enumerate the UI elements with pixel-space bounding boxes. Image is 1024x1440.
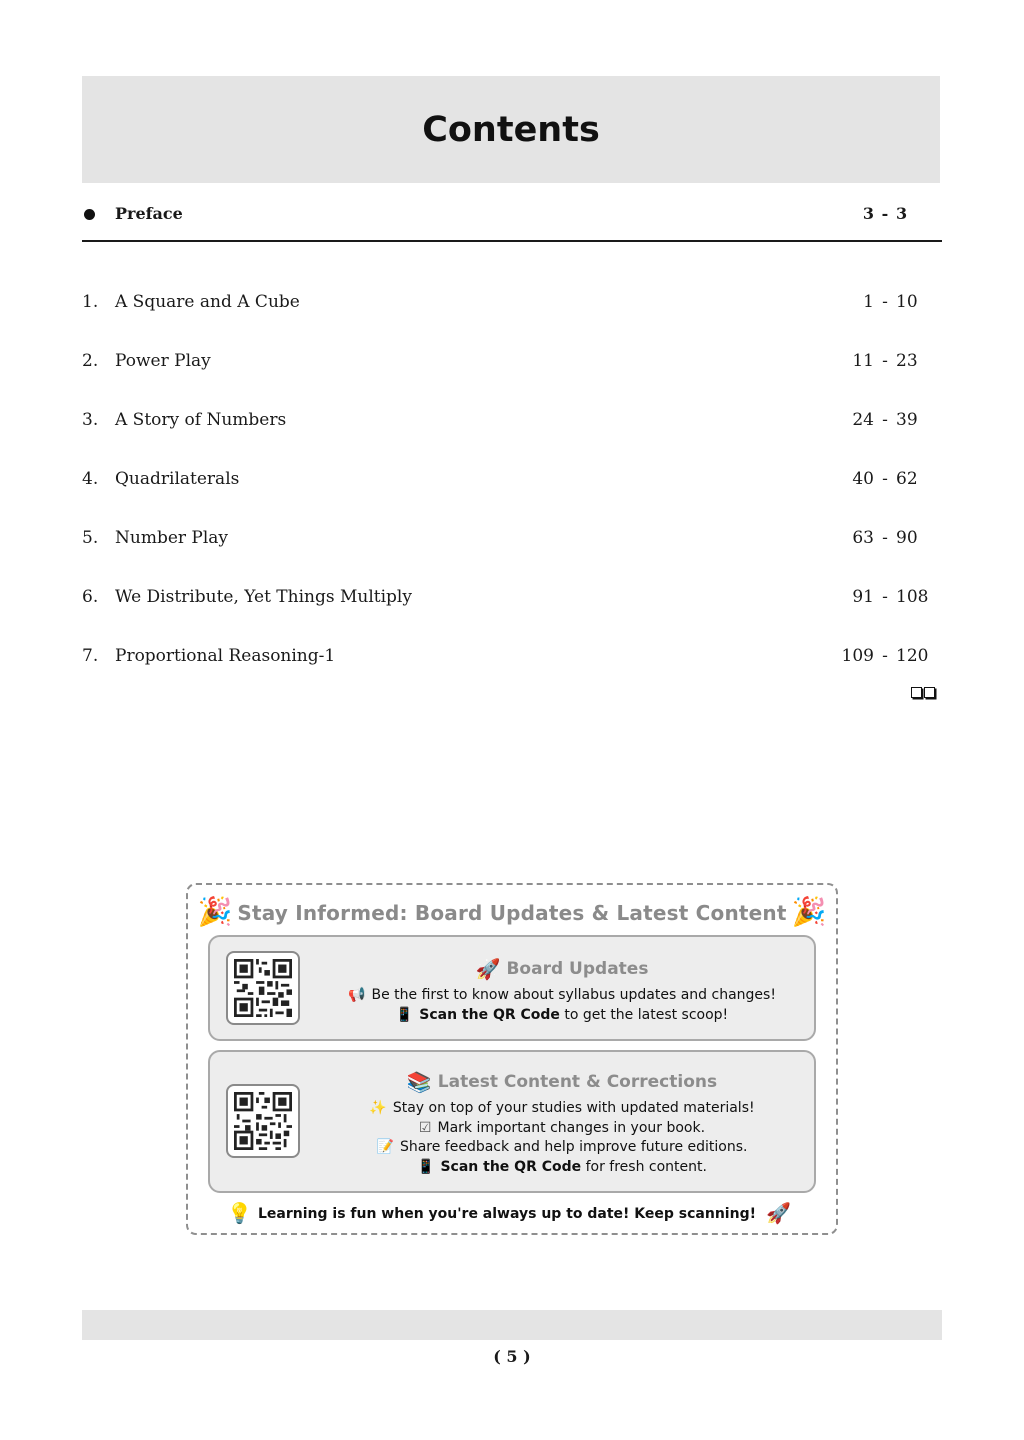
info-box — [186, 883, 838, 1235]
latest-line-1 — [310, 1100, 814, 1116]
toc-row — [82, 587, 942, 617]
page-dash: - — [882, 469, 888, 489]
chapter-number: 2. — [82, 351, 99, 371]
board-line-1 — [310, 987, 814, 1003]
board-line-2 — [310, 1007, 814, 1023]
latest-content-panel — [208, 1050, 816, 1193]
rocket-icon: 🚀 — [475, 957, 501, 981]
megaphone-icon: 📢 — [348, 987, 366, 1003]
rocket-icon: 🚀 — [765, 1201, 791, 1225]
chapter-title: Quadrilaterals — [115, 469, 240, 489]
toc-row — [82, 528, 942, 558]
chapter-pages — [834, 469, 928, 489]
title-band — [82, 76, 940, 183]
footer-band — [82, 1310, 942, 1340]
chapter-number: 7. — [82, 646, 99, 666]
latest-line-3-text: Share feedback and help improve future editions. — [399, 1139, 748, 1155]
page-start: 91 — [852, 587, 874, 607]
page-start: 40 — [852, 469, 874, 489]
latest-line-3 — [310, 1139, 814, 1155]
preface-row — [82, 200, 942, 242]
page-end: 90 — [896, 528, 918, 548]
chapter-number: 1. — [82, 292, 99, 312]
board-updates-title-text: Board Updates — [506, 959, 649, 979]
latest-content-title-text: Latest Content & Corrections — [437, 1072, 718, 1092]
page-end: 3 — [896, 204, 908, 223]
square-icon — [924, 687, 935, 698]
memo-icon: 📝 — [376, 1139, 394, 1155]
info-heading: Stay Informed: Board Updates & Latest Content — [237, 901, 787, 925]
page-start: 24 — [852, 410, 874, 430]
chapter-title: A Square and A Cube — [115, 292, 300, 312]
party-popper-icon: 🎉 — [197, 895, 233, 928]
qr-code[interactable] — [226, 951, 300, 1025]
page-end: 120 — [896, 646, 929, 666]
page-start: 63 — [852, 528, 874, 548]
chapter-pages — [834, 410, 928, 430]
latest-content-title — [310, 1070, 814, 1094]
page-end: 62 — [896, 469, 918, 489]
chapter-title: We Distribute, Yet Things Multiply — [115, 587, 412, 607]
page-start: 3 — [862, 204, 874, 223]
latest-line-1-text: Stay on top of your studies with updated materials! — [392, 1100, 755, 1116]
board-line-1-text: Be the first to know about syllabus updates and changes! — [371, 987, 776, 1003]
page-end: 10 — [896, 292, 918, 312]
chapter-number: 3. — [82, 410, 99, 430]
chapter-pages — [834, 528, 928, 548]
chapter-pages — [834, 351, 928, 371]
latest-line-4 — [310, 1159, 814, 1175]
scan-qr-emphasis: Scan the QR Code — [419, 1007, 560, 1023]
page-dash: - — [882, 410, 888, 430]
page-dash: - — [882, 587, 888, 607]
chapter-title: Proportional Reasoning-1 — [115, 646, 336, 666]
phone-icon: 📱 — [417, 1159, 435, 1175]
latest-line-4-text: for fresh content. — [581, 1159, 707, 1175]
page-start: 11 — [852, 351, 874, 371]
chapter-number: 6. — [82, 587, 99, 607]
board-updates-panel — [208, 935, 816, 1041]
info-footer — [188, 1201, 836, 1225]
page-end: 23 — [896, 351, 918, 371]
end-marks-icon — [911, 687, 935, 698]
chapter-pages — [834, 587, 928, 607]
preface-pages — [834, 204, 928, 223]
sparkle-icon: ✨ — [369, 1100, 387, 1116]
page-start: 1 — [863, 292, 874, 312]
chapter-title: Power Play — [115, 351, 211, 371]
square-icon — [911, 687, 922, 698]
page-end: 39 — [896, 410, 918, 430]
board-updates-title — [310, 957, 814, 981]
latest-line-2 — [310, 1120, 814, 1136]
page-dash: - — [882, 646, 888, 666]
chapter-number: 5. — [82, 528, 99, 548]
board-line-2-text: to get the latest scoop! — [559, 1007, 729, 1023]
phone-icon: 📱 — [395, 1007, 414, 1023]
latest-line-2-text: Mark important changes in your book. — [437, 1120, 706, 1136]
books-icon: 📚 — [406, 1070, 432, 1094]
chapter-number: 4. — [82, 469, 99, 489]
page-start: 109 — [841, 646, 874, 666]
toc-row — [82, 646, 942, 676]
chapter-pages — [834, 292, 928, 312]
page-number: ( 5 ) — [493, 1347, 531, 1366]
info-footer-text: Learning is fun when you're always up to date! Keep scanning! — [258, 1206, 756, 1222]
qr-code-graphic — [234, 1092, 292, 1150]
party-popper-icon: 🎉 — [791, 895, 827, 928]
chapter-title: Number Play — [115, 528, 229, 548]
page-dash: - — [882, 292, 888, 312]
toc-row — [82, 292, 942, 322]
chapter-title: A Story of Numbers — [115, 410, 287, 430]
toc-row — [82, 410, 942, 440]
qr-code[interactable] — [226, 1084, 300, 1158]
page-dash: - — [882, 528, 888, 548]
checkbox-icon: ☑ — [418, 1120, 432, 1136]
toc-row — [82, 469, 942, 499]
page-title: Contents — [422, 109, 600, 150]
page-dash: - — [882, 351, 888, 371]
toc-row — [82, 351, 942, 381]
chapter-pages — [834, 646, 928, 666]
preface-label: Preface — [115, 204, 183, 223]
bullet-icon — [84, 209, 95, 220]
page-dash: - — [881, 204, 889, 223]
qr-code-graphic — [234, 959, 292, 1017]
page-end: 108 — [896, 587, 929, 607]
scan-qr-emphasis: Scan the QR Code — [440, 1159, 582, 1175]
lightbulb-icon: 💡 — [227, 1201, 252, 1225]
